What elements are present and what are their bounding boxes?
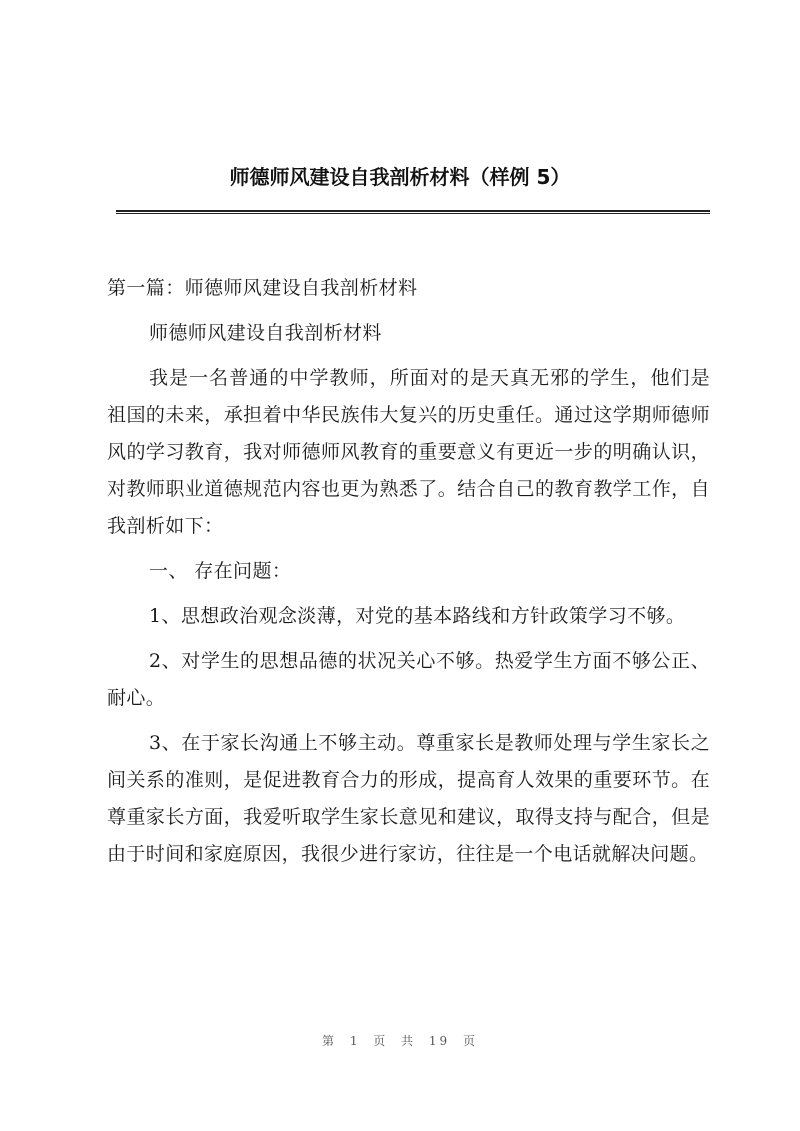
paragraph-item-1: 1、思想政治观念淡薄，对党的基本路线和方针政策学习不够。: [149, 605, 686, 627]
paragraph-item-2: 2、对学生的思想品德的状况关心不够。热爱学生方面不够公正、耐心。: [107, 650, 710, 709]
paragraph-problems-heading: 一、 存在问题：: [149, 560, 292, 582]
title-divider: [116, 210, 710, 214]
paragraph-item-3: 3、在于家长沟通上不够主动。尊重家长是教师处理与学生家长之间关系的准则，是促进教育合力的形成，提高育人效果的重要环节。在尊重家长方面，我爱听取学生家长意见和建议，取得支持与配合，但是由于时间和家庭原因，我很少进行家访，往往是一个电话就解决问题。: [107, 732, 710, 865]
section-subtitle: 师德师风建设自我剖析材料: [149, 322, 382, 344]
section-heading: 第一篇：师德师风建设自我剖析材料: [107, 277, 418, 299]
page-number-footer: 第 1 页 共 19 页: [322, 1034, 478, 1048]
document-body: [107, 270, 710, 881]
document-title: 师德师风建设自我剖析材料（样例 5）: [229, 165, 571, 189]
paragraph-intro: 我是一名普通的中学教师，所面对的是天真无邪的学生，他们是祖国的未来，承担着中华民族伟大复兴的历史重任。通过这学期师德师风的学习教育，我对师德师风教育的重要意义有更近一步的明确认识，对教师职业道德规范内容也更为熟悉了。结合自己的教育教学工作，自我剖析如下：: [107, 367, 710, 537]
